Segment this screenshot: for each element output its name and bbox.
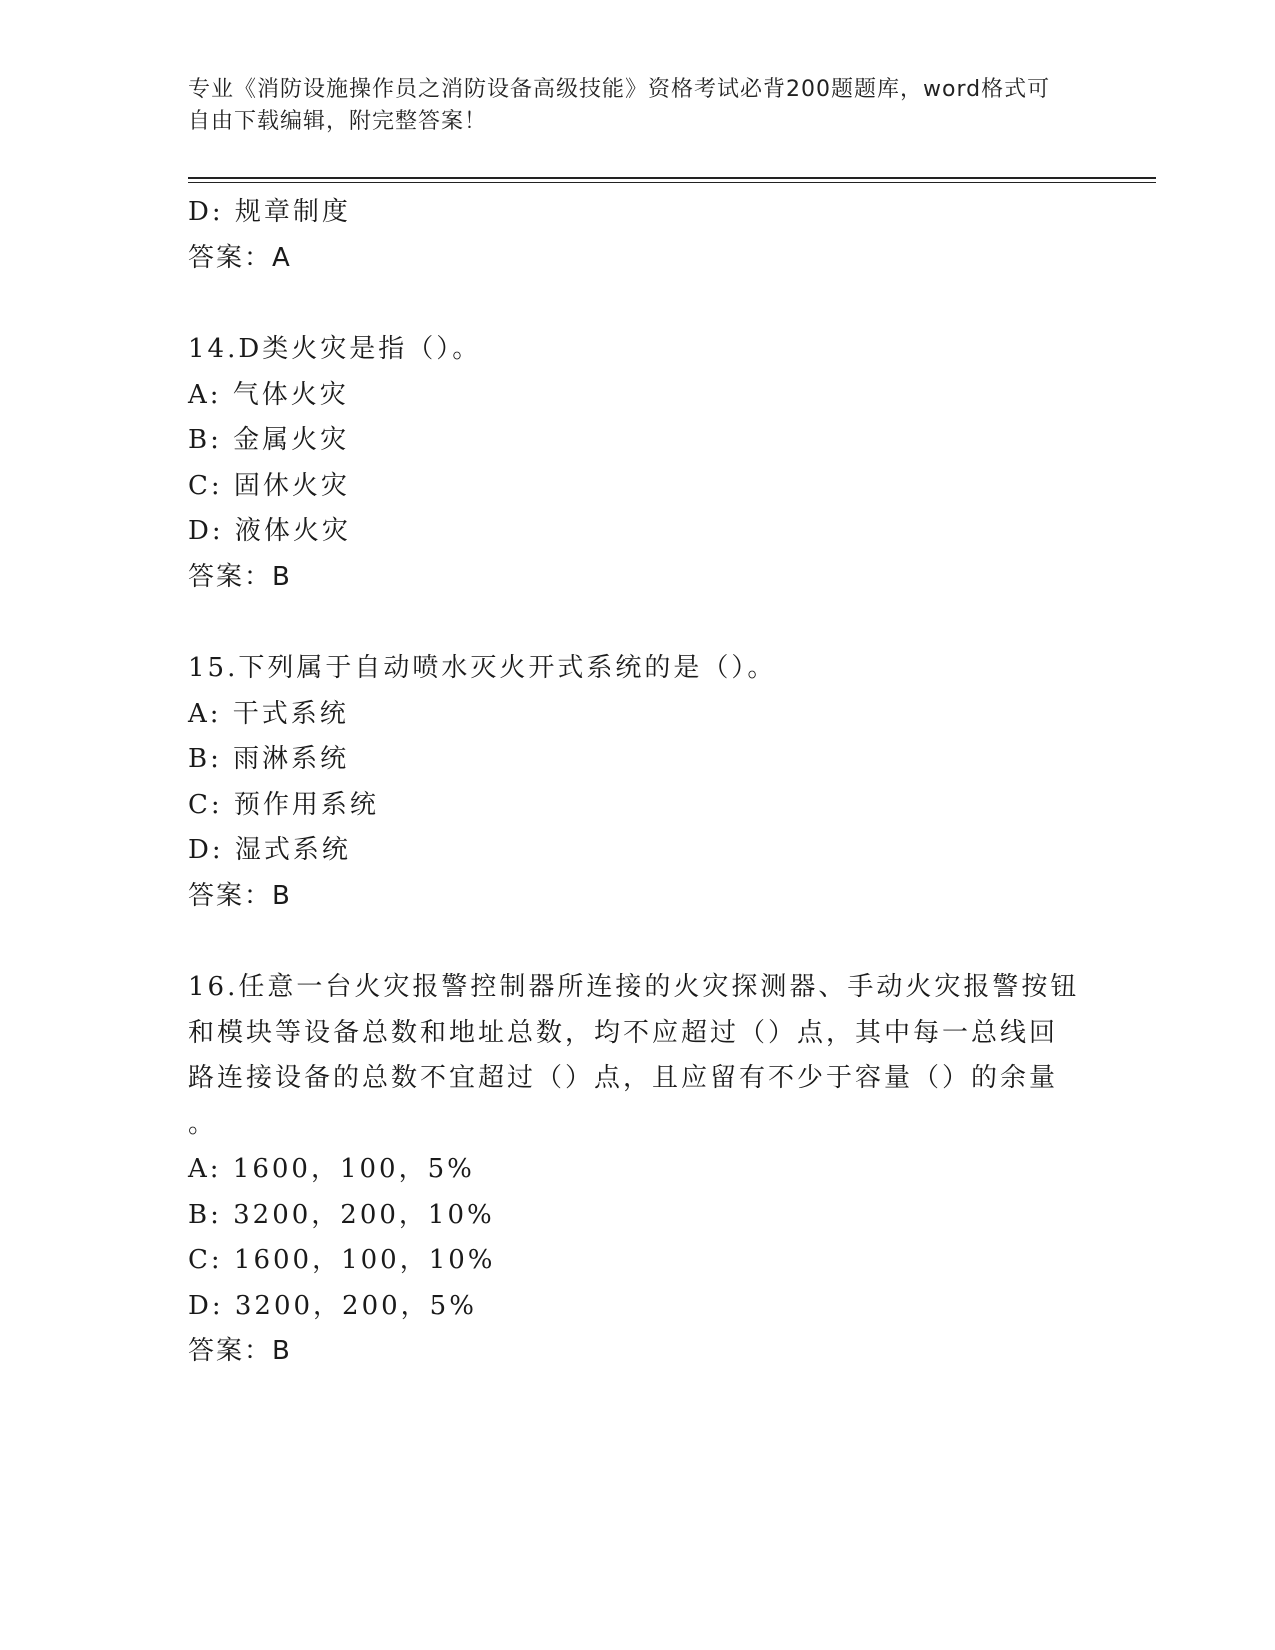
- answer: 答案：B: [188, 880, 292, 911]
- option-c: C: 预作用系统: [188, 789, 379, 820]
- question-stem-line-2: 和模块等设备总数和地址总数，均不应超过（）点，其中每一总线回: [188, 1017, 1059, 1048]
- question-list: [188, 190, 1088, 1375]
- option-a: A: 1600，100，5%: [188, 1154, 475, 1184]
- question-stem-line-3: 路连接设备的总数不宜超过（）点，且应留有不少于容量（）的余量: [188, 1063, 1059, 1093]
- question-stem-line-1: 16.任意一台火灾报警控制器所连接的火灾探测器、手动火灾报警按钮: [188, 972, 1080, 1002]
- question-15: [188, 646, 1088, 919]
- question-stem-line-4: 。: [188, 1108, 218, 1139]
- question-16: [188, 965, 1088, 1375]
- option-b: B: 3200，200，10%: [188, 1199, 495, 1230]
- option-d: D: 湿式系统: [188, 835, 351, 865]
- option-d: D: 3200，200，5%: [188, 1290, 477, 1321]
- question-stem: 15.下列属于自动喷水灭火开式系统的是（）。: [188, 653, 777, 683]
- answer: 答案：B: [188, 561, 292, 592]
- option-c: C: 固休火灾: [188, 470, 350, 501]
- document-header: 专业《消防设施操作员之消防设备高级技能》资格考试必背200题题库，word格式可自由下载编辑，附完整答案！: [188, 77, 1051, 134]
- option-c: C: 1600，100，10%: [188, 1245, 496, 1275]
- answer: 答案：B: [188, 1336, 292, 1366]
- option-b: B: 金属火灾: [188, 425, 350, 455]
- answer: 答案：A: [188, 242, 292, 273]
- question-stem: 14.D类火灾是指（）。: [188, 334, 482, 364]
- option-d: D: 液体火灾: [188, 516, 351, 546]
- option-a: A: 气体火灾: [188, 379, 349, 410]
- header-divider-thick: [188, 177, 1156, 179]
- option-a: A: 干式系统: [188, 698, 349, 729]
- question-14: [188, 327, 1088, 600]
- option-d: D: 规章制度: [188, 197, 351, 227]
- option-b: B: 雨淋系统: [188, 744, 350, 774]
- header-divider-thin: [188, 182, 1156, 183]
- question-13-tail: [188, 190, 1088, 281]
